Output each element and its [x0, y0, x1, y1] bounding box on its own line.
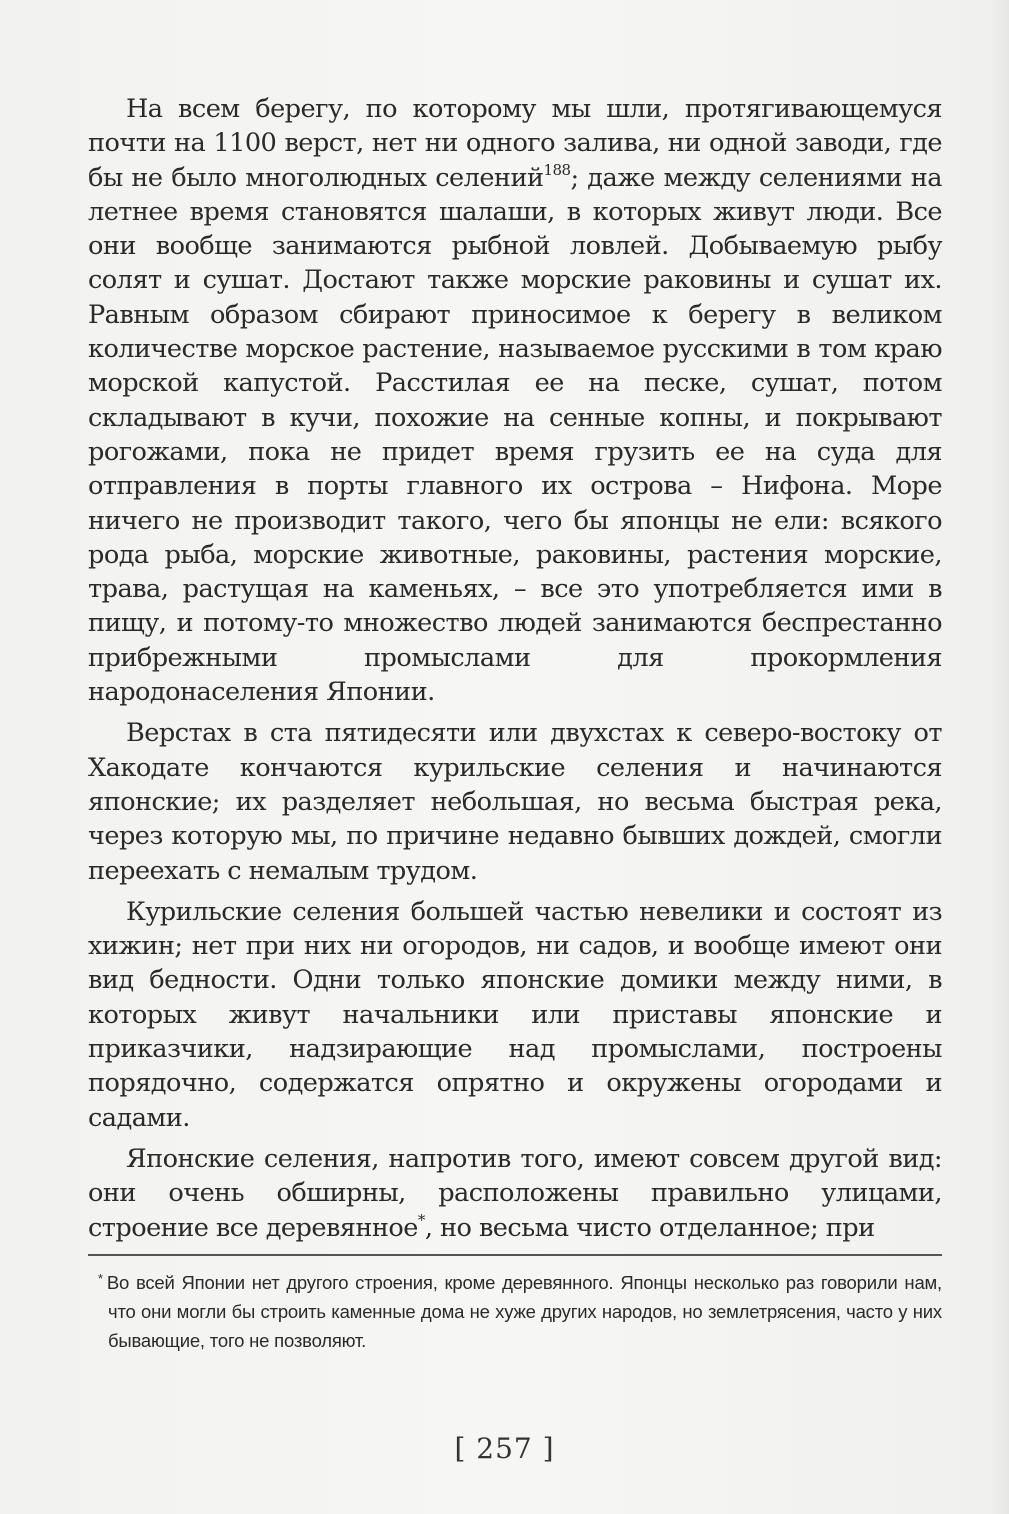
footnote-reference: * [417, 1210, 425, 1229]
footnote [88, 1268, 942, 1355]
footnote-marker: * [98, 1271, 103, 1286]
footnote-divider [88, 1254, 942, 1256]
footnote-text: Во всей Японии нет другого строения, кроме деревянного. Японцы несколько раз говорили нам, что они могли бы строить каменные дома не хуже других народов, но землетрясения, часто у них бывающие, того не позволяют. [106, 1272, 942, 1351]
paragraph-1-text-b: ; даже между селениями на летнее время становятся шалаши, в которых живут люди. Все они вообще занимаются рыбной ловлей. Добываемую рыбу солят и сушат. Достают также морские раковины и сушат их. Равным образом сбирают приносимое к берегу в великом количестве морское растение, называемое русскими в том краю морской капустой. Расстилая ее на песке, сушат, потом складывают в кучи, похожие на сенные копны, и покрывают рогожами, пока не придет время грузить ее на суда для отправления в порты главного их острова – Нифона. Море ничего не производит такого, чего бы японцы не ели: всякого рода рыба, морские животные, раковины, растения морские, трава, растущая на каменьях, – все это употребляется ими в пищу, и потому-то множество людей занимаются беспрестанно прибрежными промыслами для прокормления народонаселения Японии. [88, 162, 942, 708]
paragraph-4-text-b: , но весьма чисто отделанное; при [424, 1212, 875, 1243]
page-edge-shadow [989, 0, 1009, 1514]
endnote-reference: 188 [543, 160, 571, 179]
paragraph-4-text-a: Японские селения, напротив того, имеют совсем другой вид: они очень обширны, расположены правильно улицами, строение все деревянное [88, 1143, 942, 1243]
paragraph-4 [88, 1142, 942, 1245]
paragraph-1-text-a: На всем берегу, по которому мы шли, протягивающемуся почти на 1100 верст, нет ни одного залива, ни одной заводи, где бы не было многолюдных селений [88, 94, 942, 193]
main-text [88, 92, 942, 1252]
footnote-paragraph [88, 1268, 942, 1355]
page-number: [ 257 ] [454, 1432, 555, 1465]
paragraph-1 [88, 92, 942, 709]
paragraph-2: Верстах в ста пятидесяти или двухстах к северо-востоку от Хакодате кончаются курильские селения и начинаются японские; их разделяет небольшая, но весьма быстрая река, через которую мы, по причине недавно бывших дождей, смогли переехать с немалым трудом. [88, 718, 942, 886]
paragraph-3: Курильские селения большей частью невелики и состоят из хижин; нет при них ни огородов, ни садов, и вообще имеют они вид бедности. Одни только японские домики между ними, в которых живут начальники или приставы японские и приказчики, надзирающие над промыслами, построены порядочно, содержатся опрятно и окружены огородами и садами. [88, 896, 942, 1133]
